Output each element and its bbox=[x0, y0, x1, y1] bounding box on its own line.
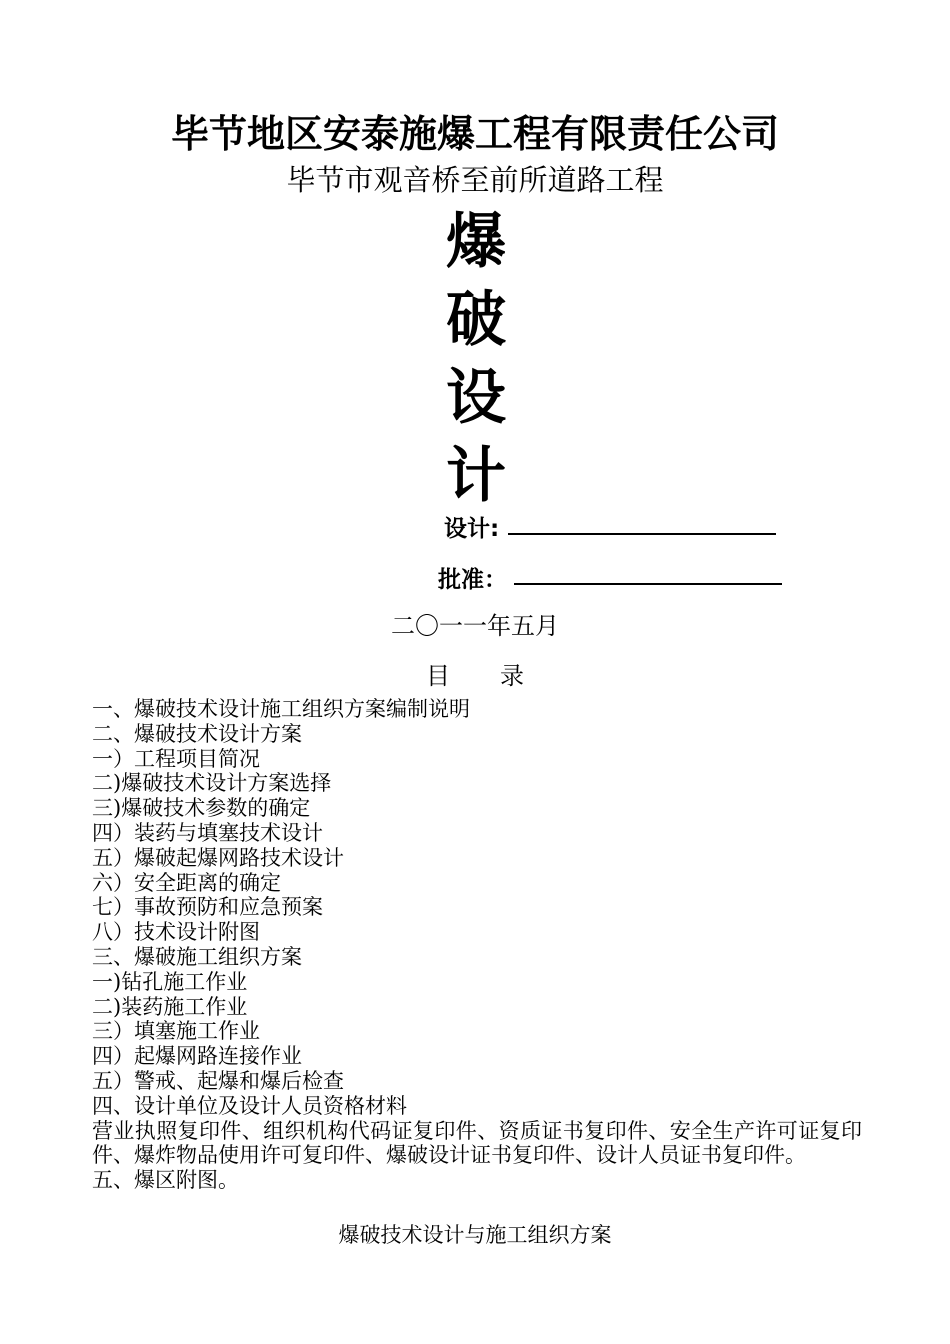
toc-item: 五）警戒、起爆和爆后检查 bbox=[92, 1068, 344, 1093]
title-char-3: 设 bbox=[446, 363, 506, 433]
approve-signature-line bbox=[514, 583, 782, 585]
toc-item: 七）事故预防和应急预案 bbox=[92, 895, 323, 920]
toc-item: 三）填塞施工作业 bbox=[92, 1019, 260, 1044]
toc-item: 二、爆破技术设计方案 bbox=[92, 721, 302, 746]
title-char-2: 破 bbox=[446, 285, 506, 355]
toc-item: 三、爆破施工组织方案 bbox=[92, 944, 302, 969]
approve-label: 批准： bbox=[438, 567, 507, 593]
toc-item: 五、爆区附图。 bbox=[92, 1168, 239, 1193]
document-date: 二〇一一年五月 bbox=[391, 612, 559, 640]
toc-item: 五）爆破起爆网路技术设计 bbox=[92, 845, 344, 870]
section-title: 爆破技术设计与施工组织方案 bbox=[338, 1223, 612, 1247]
title-char-4: 计 bbox=[446, 441, 506, 511]
toc-item: 一、爆破技术设计施工组织方案编制说明 bbox=[92, 697, 470, 721]
title-char-1: 爆 bbox=[446, 207, 506, 277]
toc-item: 八）技术设计附图 bbox=[92, 920, 260, 945]
toc-heading-left: 目 bbox=[426, 662, 450, 690]
toc-item: 一）工程项目简况 bbox=[92, 746, 260, 771]
toc-item: 二)装药施工作业 bbox=[92, 994, 248, 1019]
company-name: 毕节地区安泰施爆工程有限责任公司 bbox=[170, 112, 779, 156]
design-signature-line bbox=[508, 533, 776, 535]
toc-heading bbox=[0, 656, 950, 691]
toc-item: 三)爆破技术参数的确定 bbox=[92, 796, 311, 821]
toc-item: 二)爆破技术设计方案选择 bbox=[92, 771, 332, 796]
toc-item: 六）安全距离的确定 bbox=[92, 870, 281, 895]
toc-item: 四）起爆网路连接作业 bbox=[92, 1044, 302, 1069]
project-name: 毕节市观音桥至前所道路工程 bbox=[286, 163, 664, 197]
toc-heading-right: 录 bbox=[500, 662, 524, 690]
toc-materials-description: 营业执照复印件、组织机构代码证复印件、资质证书复印件、安全生产许可证复印件、爆炸物品使用许可复印件、爆破设计证书复印件、设计人员证书复印件。 bbox=[92, 1118, 862, 1168]
toc-item: 四、设计单位及设计人员资格材料 bbox=[92, 1093, 407, 1118]
table-of-contents bbox=[92, 697, 872, 1193]
toc-item: 一)钻孔施工作业 bbox=[92, 969, 248, 994]
toc-item: 四）装药与填塞技术设计 bbox=[92, 820, 323, 845]
design-label: 设计: bbox=[444, 516, 500, 542]
